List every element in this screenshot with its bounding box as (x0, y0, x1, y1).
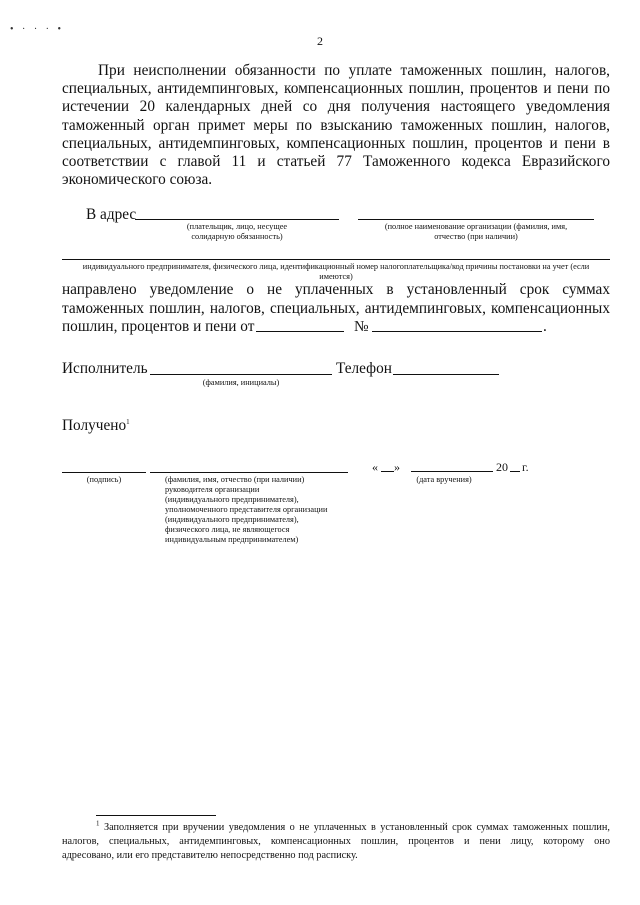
sent-period: . (543, 318, 547, 335)
ie-details-field-line[interactable] (62, 259, 610, 260)
number-sign: № (354, 318, 369, 335)
footnote-text (62, 821, 610, 863)
executor-field-line[interactable] (150, 374, 332, 375)
recipient-hint-line: (индивидуального предпринимателя), (165, 515, 299, 524)
recipient-hint-line: руководителя организации (165, 485, 260, 494)
signature-field-line[interactable] (62, 472, 146, 473)
footnote-line: адресовано, или его представителю непосредственно под расписку. (62, 850, 358, 861)
recipient-hint-line: уполномоченного представителя организации (165, 505, 328, 514)
year-field-line[interactable] (510, 471, 520, 472)
paragraph-line: При неисполнении обязанности по уплате таможенных пошлин, налогов, (98, 62, 610, 79)
day-field-line[interactable] (381, 471, 394, 472)
paragraph-line: истечении 20 календарных дней со дня получения настоящего уведомления (62, 98, 610, 116)
delivery-date-hint: (дата вручения) (416, 475, 472, 484)
footnote-mark: 1 (96, 819, 100, 828)
footnote-line: налогов, специальных, антидемпинговых, компенсационных пошлин, процентов и пени лицу, которому оно (62, 836, 610, 847)
sent-line-3: пошлин, процентов и пени от (62, 318, 255, 335)
payer-field-line[interactable] (135, 219, 339, 220)
org-hint-line: отчество (при наличии) (434, 232, 518, 241)
month-field-line[interactable] (411, 471, 493, 472)
org-name-field-line[interactable] (358, 219, 594, 220)
recipient-hint-line: индивидуальным предпринимателем) (165, 535, 299, 544)
recipient-hint-line: физического лица, не являющегося (165, 525, 290, 534)
phone-field-line[interactable] (393, 374, 499, 375)
footnote-separator (96, 815, 216, 816)
footnote-line (62, 821, 610, 835)
paragraph-line: экономического союза. (62, 171, 213, 189)
notice-date-field-line[interactable] (256, 331, 344, 332)
page-number: 2 (317, 34, 323, 48)
paragraph-line: соответствии с главой 11 и статьей 77 Таможенного кодекса Евразийского (62, 153, 610, 171)
phone-label: Телефон (336, 360, 392, 377)
signature-hint: (подпись) (86, 475, 122, 484)
org-hint-line: (полное наименование организации (фамилия, имя, (384, 222, 568, 231)
recipient-hint-line: (индивидуального предпринимателя), (165, 495, 299, 504)
year-prefix: 20 (496, 460, 508, 474)
recipient-hint-line: (фамилия, имя, отчество (при наличии) (165, 475, 305, 484)
paragraph-line: специальных, антидемпинговых, компенсационных пошлин, процентов и пени в (62, 134, 610, 152)
payer-hint (135, 222, 339, 242)
paragraph-line: таможенный орган примет меры по взысканию таможенных пошлин, налогов, (62, 116, 610, 134)
footnote-reference: 1 (126, 417, 130, 426)
received-text: Получено (62, 417, 127, 434)
sent-line: таможенных пошлин, налогов, специальных, антидемпинговых, компенсационных (62, 300, 610, 317)
executor-label: Исполнитель (62, 360, 148, 377)
ie-hint-line: имеются) (319, 272, 353, 281)
footnote-line-text: Заполняется при вручении уведомления о не уплаченных в установленный срок суммах таможенных пошлин, (103, 822, 610, 833)
year-suffix: г. (522, 460, 529, 474)
sent-line: направлено уведомление о не уплаченных в установленный срок суммах (62, 281, 610, 298)
notice-number-field-line[interactable] (372, 331, 542, 332)
scan-speck: • · · · • (10, 24, 64, 35)
org-name-hint (358, 222, 594, 242)
notification-sent-text (62, 280, 610, 318)
payer-hint-line: солидарную обязанность) (191, 232, 283, 241)
ie-details-hint (62, 262, 610, 282)
quote-close: » (394, 460, 400, 474)
quote-open: « (372, 460, 378, 474)
recipient-name-field-line[interactable] (150, 472, 348, 473)
recipient-name-hint (165, 475, 350, 545)
main-paragraph (62, 62, 610, 189)
executor-hint: (фамилия, инициалы) (202, 378, 280, 387)
payer-hint-line: (плательщик, лицо, несущее (186, 222, 288, 231)
received-label (62, 417, 130, 435)
paragraph-line: специальных, антидемпинговых, компенсационных пошлин, процентов и пени по (62, 80, 610, 98)
ie-hint-line: индивидуального предпринимателя, физического лица, идентификационный номер налогоплательщика/код причины постановки на учет (если (82, 262, 590, 271)
address-label: В адрес (86, 206, 137, 223)
